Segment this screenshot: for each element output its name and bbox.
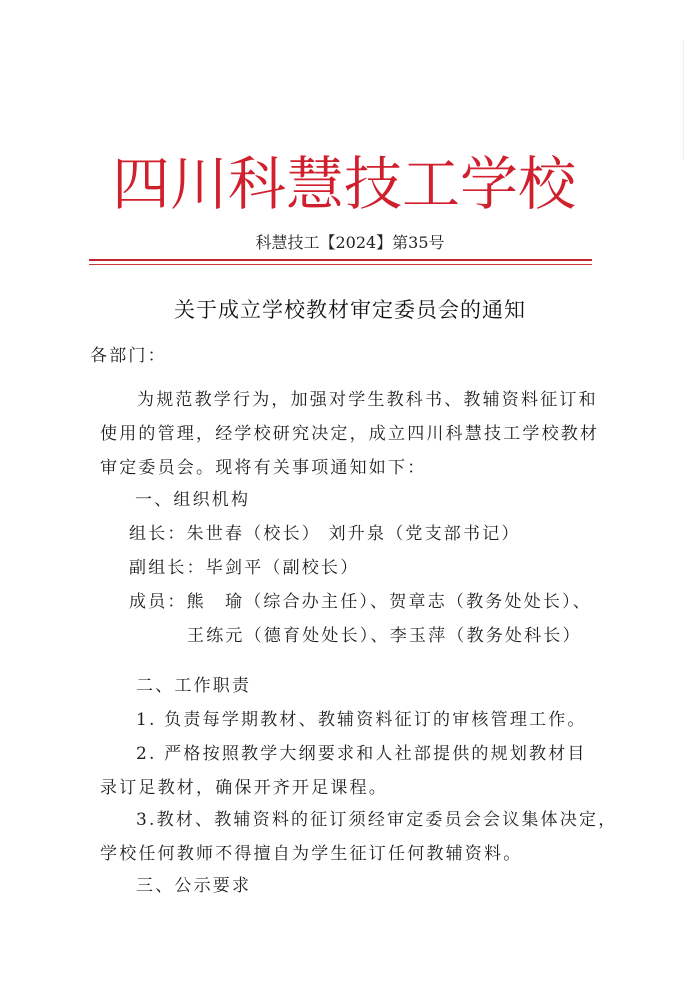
section2-line-2: 2. 严格按照教学大纲要求和人社部提供的规划教材目 [136,744,587,764]
notice-title: 关于成立学校教材审定委员会的通知 [174,298,526,322]
intro-line-3: 审定委员会。现将有关事项通知如下： [100,458,427,478]
red-divider-thin [89,264,592,265]
section1-line-1: 组长：朱世春（校长） 刘升泉（党支部书记） [129,524,521,544]
red-divider-thick [89,259,592,261]
intro-line-1: 为规范教学行为，加强对学生教科书、教辅资料征订和 [137,390,598,410]
section1-line-4: 王练元（德育处处长）、李玉萍（教务处科长） [187,626,582,646]
section-heading-2: 二、工作职责 [136,676,252,696]
salutation: 各部门： [90,346,167,366]
section-heading-3: 三、公示要求 [136,876,252,896]
section-heading-1: 一、组织机构 [135,490,251,510]
section1-line-3: 成员：熊 瑜（综合办主任）、贺章志（教务处处长）、 [129,592,592,612]
scan-edge [683,40,684,160]
section2-line-4: 3.教材、教辅资料的征订须经审定委员会会议集体决定， [136,810,618,830]
intro-line-2: 使用的管理，经学校研究决定，成立四川科慧技工学校教材 [100,424,600,444]
section2-line-1: 1. 负责每学期教材、教辅资料征订的审核管理工作。 [136,710,587,730]
document-number: 科慧技工【2024】第35号 [255,233,445,252]
section2-line-3: 录订足教材，确保开齐开足课程。 [100,778,388,798]
section1-line-2: 副组长：毕剑平（副校长） [129,558,360,578]
organization-title: 四川科慧技工学校 [112,150,577,218]
section2-line-5: 学校任何教师不得擅自为学生征订任何教辅资料。 [100,844,523,864]
